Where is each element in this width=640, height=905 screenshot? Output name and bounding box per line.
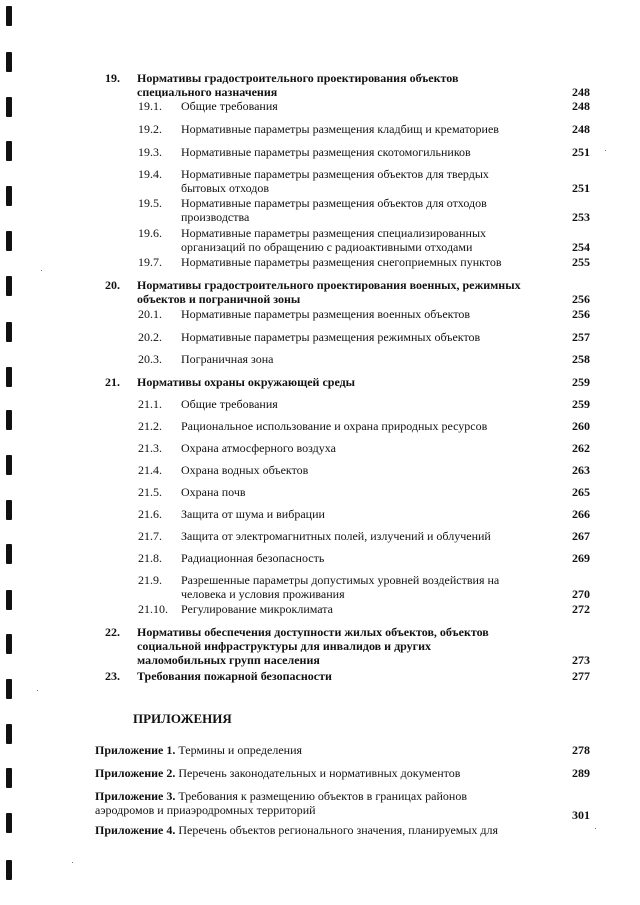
page-number: 253 <box>572 210 590 224</box>
subsection-title: Нормативные параметры размещения снегоприемных пунктов <box>181 255 502 269</box>
subsection-number: 21.1. <box>138 397 162 411</box>
section-title: маломобильных групп населения <box>137 653 320 667</box>
subsection-title: Пограничная зона <box>181 352 274 366</box>
page-number: 256 <box>572 307 590 321</box>
page-number: 289 <box>572 766 590 780</box>
page-number: 248 <box>572 85 590 99</box>
subsection-title: Радиационная безопасность <box>181 551 325 565</box>
scan-speck <box>37 690 38 691</box>
section-title: Требования пожарной безопасности <box>137 669 332 683</box>
scan-speck <box>72 862 73 863</box>
appendix-title: Требования к размещению объектов в границах районов <box>175 789 468 803</box>
subsection-number: 21.9. <box>138 573 162 587</box>
subsection-title: Нормативные параметры размещения кладбищ и крематориев <box>181 122 499 136</box>
page-number: 259 <box>572 375 590 389</box>
subsection-title: организаций по обращению с радиоактивными отходами <box>181 240 473 254</box>
subsection-number: 19.2. <box>138 122 162 136</box>
subsection-number: 20.3. <box>138 352 162 366</box>
subsection-title: Общие требования <box>181 99 278 113</box>
page-number: 258 <box>572 352 590 366</box>
page-number: 277 <box>572 669 590 683</box>
subsection-number: 21.4. <box>138 463 162 477</box>
appendix-title: аэродромов и приаэродромных территорий <box>95 803 316 817</box>
page-number: 273 <box>572 653 590 667</box>
appendix-label: Приложение 4. <box>95 823 176 837</box>
subsection-title: Охрана водных объектов <box>181 463 309 477</box>
section-number: 22. <box>105 625 120 639</box>
subsection-title: Нормативные параметры размещения скотомогильников <box>181 145 471 159</box>
section-title: специального назначения <box>137 85 278 99</box>
subsection-title: Рациональное использование и охрана природных ресурсов <box>181 419 488 433</box>
appendix-label: Приложение 2. <box>95 766 176 780</box>
subsection-number: 21.6. <box>138 507 162 521</box>
appendix-entry <box>95 766 460 780</box>
subsection-number: 21.2. <box>138 419 162 433</box>
page-number: 251 <box>572 181 590 195</box>
page-number: 251 <box>572 145 590 159</box>
appendix-title: Перечень объектов регионального значения, планируемых для <box>175 823 499 837</box>
section-title: Нормативы градостроительного проектирования объектов <box>137 71 459 85</box>
page-number: 272 <box>572 602 590 616</box>
subsection-number: 19.4. <box>138 167 162 181</box>
appendix-entry <box>95 743 302 757</box>
subsection-number: 21.3. <box>138 441 162 455</box>
page-number: 270 <box>572 587 590 601</box>
subsection-title: Нормативные параметры размещения специализированных <box>181 226 487 240</box>
subsection-title: Разрешенные параметры допустимых уровней воздействия на <box>181 573 500 587</box>
subsection-title: Регулирование микроклимата <box>181 602 333 616</box>
appendix-title: Перечень законодательных и нормативных документов <box>175 766 461 780</box>
page-number: 262 <box>572 441 590 455</box>
section-title: Нормативы градостроительного проектирования военных, режимных <box>137 278 521 292</box>
section-number: 19. <box>105 71 120 85</box>
page-number: 266 <box>572 507 590 521</box>
section-number: 23. <box>105 669 120 683</box>
subsection-title: производства <box>181 210 250 224</box>
subsection-number: 19.7. <box>138 255 162 269</box>
page-number: 256 <box>572 292 590 306</box>
subsection-title: Защита от электромагнитных полей, излучений и облучений <box>181 529 491 543</box>
subsection-number: 19.3. <box>138 145 162 159</box>
appendix-title: Термины и определения <box>175 743 303 757</box>
subsection-number: 19.6. <box>138 226 162 240</box>
page-number: 257 <box>572 330 590 344</box>
page-number: 269 <box>572 551 590 565</box>
section-number: 20. <box>105 278 120 292</box>
page-number: 248 <box>572 122 590 136</box>
subsection-title: Нормативные параметры размещения режимных объектов <box>181 330 481 344</box>
subsection-title: Охрана атмосферного воздуха <box>181 441 336 455</box>
scan-speck <box>595 828 596 829</box>
appendix-entry <box>95 789 467 803</box>
appendix-heading: ПРИЛОЖЕНИЯ <box>133 711 232 726</box>
appendix-label: Приложение 1. <box>95 743 176 757</box>
page-number: 259 <box>572 397 590 411</box>
section-title: объектов и пограничной зоны <box>137 292 301 306</box>
subsection-number: 21.10. <box>138 602 168 616</box>
section-title: Нормативы обеспечения доступности жилых объектов, объектов <box>137 625 489 639</box>
page-number: 260 <box>572 419 590 433</box>
subsection-number: 19.5. <box>138 196 162 210</box>
page-number: 248 <box>572 99 590 113</box>
section-title: Нормативы охраны окружающей среды <box>137 375 356 389</box>
appendix-entry <box>95 823 498 837</box>
page-number: 263 <box>572 463 590 477</box>
subsection-title: Общие требования <box>181 397 278 411</box>
subsection-title: Нормативные параметры размещения военных объектов <box>181 307 471 321</box>
page-number: 278 <box>572 743 590 757</box>
appendix-label: Приложение 3. <box>95 789 176 803</box>
page-number: 254 <box>572 240 590 254</box>
page-number: 255 <box>572 255 590 269</box>
subsection-number: 20.2. <box>138 330 162 344</box>
page-number: 301 <box>572 808 590 822</box>
subsection-title: Защита от шума и вибрации <box>181 507 325 521</box>
subsection-number: 19.1. <box>138 99 162 113</box>
page-number: 267 <box>572 529 590 543</box>
scan-speck <box>605 150 606 151</box>
subsection-number: 21.8. <box>138 551 162 565</box>
subsection-number: 20.1. <box>138 307 162 321</box>
subsection-number: 21.7. <box>138 529 162 543</box>
subsection-title: человека и условия проживания <box>181 587 345 601</box>
section-title: социальной инфраструктуры для инвалидов и других <box>137 639 432 653</box>
subsection-title: Нормативные параметры размещения объектов для отходов <box>181 196 487 210</box>
subsection-title: Охрана почв <box>181 485 246 499</box>
subsection-number: 21.5. <box>138 485 162 499</box>
page-number: 265 <box>572 485 590 499</box>
section-number: 21. <box>105 375 120 389</box>
scan-speck <box>41 270 42 271</box>
subsection-title: бытовых отходов <box>181 181 270 195</box>
subsection-title: Нормативные параметры размещения объектов для твердых <box>181 167 489 181</box>
